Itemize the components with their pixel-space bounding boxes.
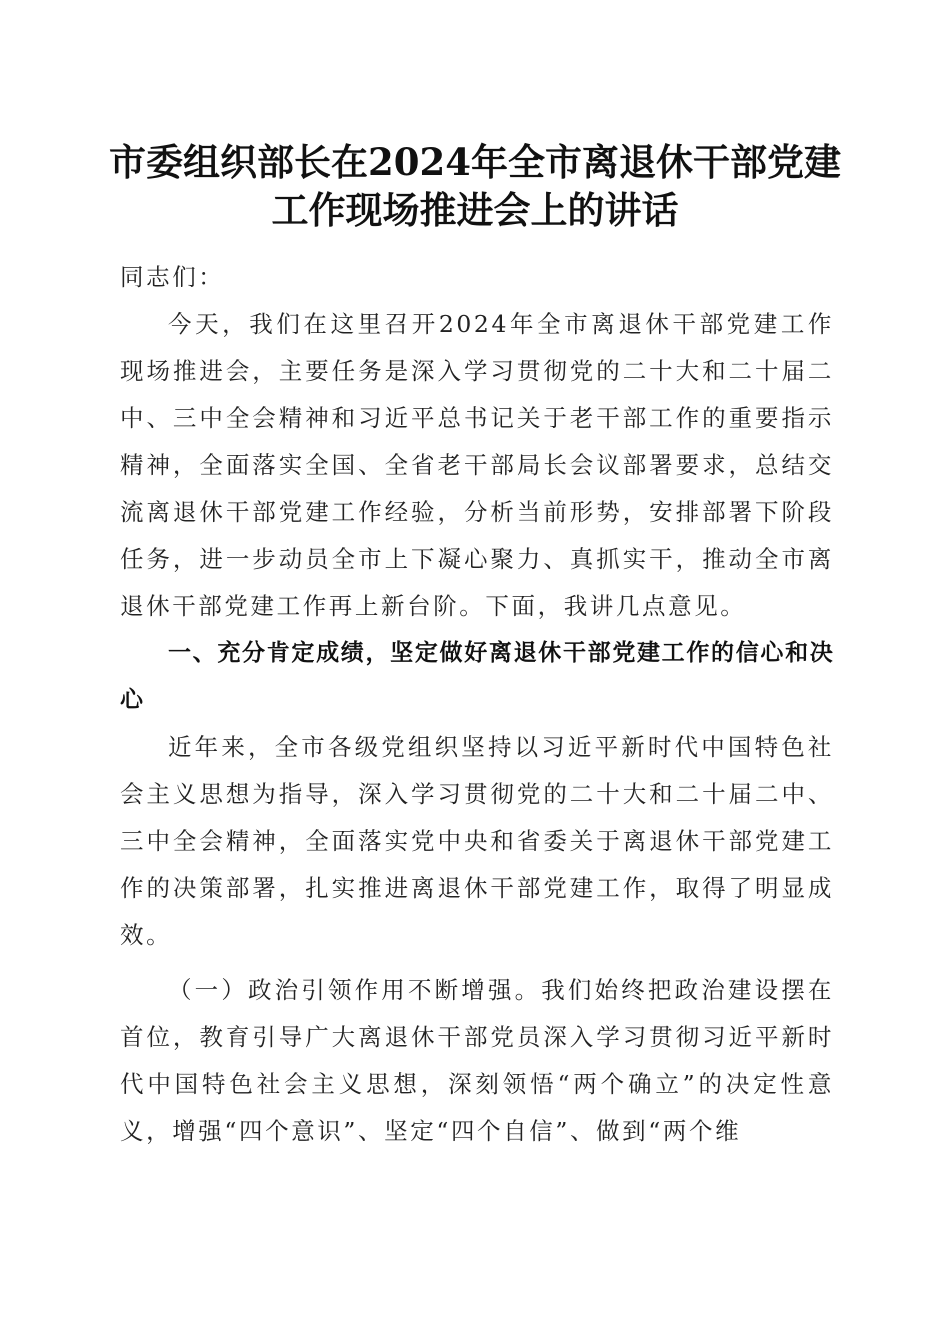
section-heading-1: 一、充分肯定成绩，坚定做好离退休干部党建工作的信心和决心: [120, 640, 834, 713]
intro-paragraph: 今天，我们在这里召开2024年全市离退休干部党建工作现场推进会，主要任务是深入学习贯彻党的二十大和二十届二中、三中全会精神和习近平总书记关于老干部工作的重要指示精神，全面落实全国、全省老干部局长会议部署要求，总结交流离退休干部党建工作经验，分析当前形势，安排部署下阶段任务，进一步动员全市上下凝心聚力、真抓实干，推动全市离退休干部党建工作再上新台阶。下面，我讲几点意见。: [120, 310, 834, 620]
salutation: 同志们：: [120, 263, 225, 291]
section-1-paragraph: 近年来，全市各级党组织坚持以习近平新时代中国特色社会主义思想为指导，深入学习贯彻党的二十大和二十届二中、三中全会精神，全面落实党中央和省委关于离退休干部党建工作的决策部署，扎实推进离退休干部党建工作，取得了明显成效。: [120, 733, 834, 949]
subsection-1-paragraph: （一）政治引领作用不断增强。我们始终把政治建设摆在首位，教育引导广大离退休干部党员深入学习贯彻习近平新时代中国特色社会主义思想，深刻领悟“两个确立”的决定性意义，增强“四个意识”、坚定“四个自信”、做到“两个维: [120, 976, 834, 1145]
document-title-line-2: 工作现场推进会上的讲话: [271, 188, 679, 232]
document-title-line-1: 市委组织部长在2024年全市离退休干部党建: [109, 140, 841, 184]
document-body: [120, 254, 834, 1155]
